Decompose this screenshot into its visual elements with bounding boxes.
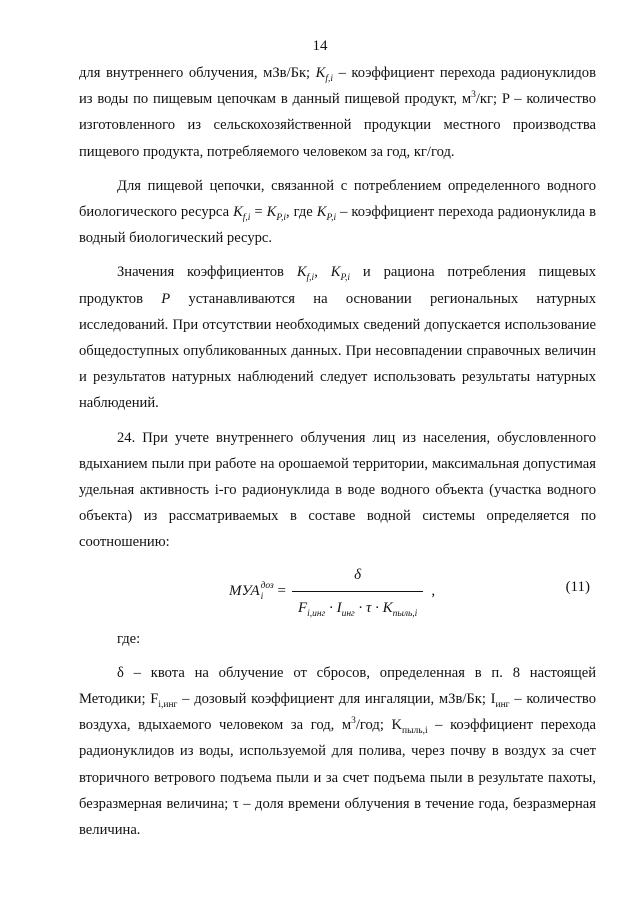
subscript: P,i	[340, 273, 351, 284]
paragraph-5	[79, 660, 596, 843]
text: /год; K	[355, 717, 403, 734]
lhs-indices	[261, 581, 274, 603]
var-k	[233, 204, 251, 223]
subscript: P,i	[326, 212, 337, 223]
var-k	[316, 204, 337, 223]
formula-fraction	[292, 562, 423, 621]
text: МУА	[229, 583, 260, 600]
equals-sign: =	[277, 583, 286, 600]
text: , где	[285, 204, 317, 221]
subscript: i	[260, 591, 264, 602]
page-number: 14	[312, 38, 328, 54]
text: – коэффициент перехода радионуклидов из воды по пищевым цепочкам в данный пищевой продукт, м	[79, 65, 596, 108]
text: для внутреннего облучения, мЗв/Бк;	[79, 65, 316, 81]
formula-expression	[229, 562, 435, 621]
text: δ – квота на облучение от сбросов, определенная в п. 8 настоящей Методики; F	[79, 664, 596, 708]
subscript: i,инг	[158, 699, 178, 710]
text: /кг; P – количество изготовленного из сельскохозяйственной продукции местного производства пищевого продукта, потребляемого человеком за год, кг/год.	[79, 91, 596, 160]
text: ·	[325, 599, 337, 616]
paragraph-3	[79, 259, 596, 416]
text: ,	[314, 264, 331, 281]
text: I	[336, 599, 342, 616]
superscript: 3	[471, 90, 476, 101]
var-k	[296, 264, 315, 284]
superscript: 3	[351, 716, 356, 727]
text: – коэффициент перехода радионуклидов из воды, используемой для полива, через почву в воздух за счет вторичного ветрового подъема пыли и за счет подъема пыли в результате пахоты, безразмерная величина; τ – доля времени облучения в течение года, безразмерная величина.	[79, 717, 596, 839]
paragraph-1	[79, 60, 596, 165]
subscript: инг	[341, 608, 355, 619]
text: – дозовый коэффициент для ингаляции, мЗв/Бк; I	[177, 691, 496, 708]
subscript: инг	[495, 699, 510, 710]
formula-numerator: δ	[354, 566, 362, 583]
formula-lhs	[229, 578, 286, 604]
paragraph-2	[79, 173, 596, 252]
text: K	[315, 65, 326, 81]
text: =	[250, 204, 267, 221]
text: Для пищевой цепочки, связанной с потреблением определенного водного биологического ресурса	[79, 177, 596, 221]
text: F	[297, 599, 308, 616]
where-label: где:	[117, 630, 141, 647]
var-p: P	[161, 290, 171, 307]
subscript: пыль,i	[392, 608, 418, 619]
subscript: i,инг	[307, 608, 326, 619]
document-body	[79, 60, 596, 843]
var-k	[330, 264, 351, 284]
var-k	[266, 204, 286, 223]
text: Значения коэффициентов	[117, 264, 297, 281]
text: K	[316, 204, 327, 221]
text: · τ ·	[354, 599, 383, 616]
equation-number: (11)	[565, 578, 590, 595]
text: K	[296, 264, 307, 281]
subscript: f,i	[242, 212, 251, 223]
formula-comma: ,	[431, 583, 436, 600]
subscript: f,i	[306, 273, 315, 284]
paragraph-4: 24. При учете внутреннего облучения лиц из населения, обусловленного вдыханием пыли при работе на орошаемой территории, максимальная допустимая удельная активность i-го радионуклида в воде водного объекта (участка водного объекта) из рассматриваемых в составе водной системы определяется по соотношению:	[79, 429, 596, 551]
text: и рациона потребления пищевых продуктов	[79, 264, 597, 307]
var-k	[315, 65, 334, 84]
subscript: пыль,i	[402, 726, 428, 737]
text: – количество воздуха, вдыхаемого человеком за год, м	[79, 691, 597, 734]
text: K	[266, 204, 277, 221]
text: устанавливаются на основании региональных натурных исследований. При отсутствии необходимых сведений допускается использование общедоступных опубликованных данных. При несовпадении справочных величин и результатов натурных наблюдений следует использовать результаты натурных наблюдений.	[79, 290, 596, 412]
text: K	[382, 599, 393, 616]
superscript: доз	[260, 580, 274, 591]
text: K	[330, 264, 341, 281]
subscript: P,i	[276, 212, 286, 223]
formula-denominator	[292, 591, 423, 621]
subscript: f,i	[325, 73, 334, 84]
formula-11	[79, 558, 596, 620]
text: K	[233, 204, 243, 221]
text: – коэффициент перехода радионуклида в водный биологический ресурс.	[79, 204, 597, 247]
